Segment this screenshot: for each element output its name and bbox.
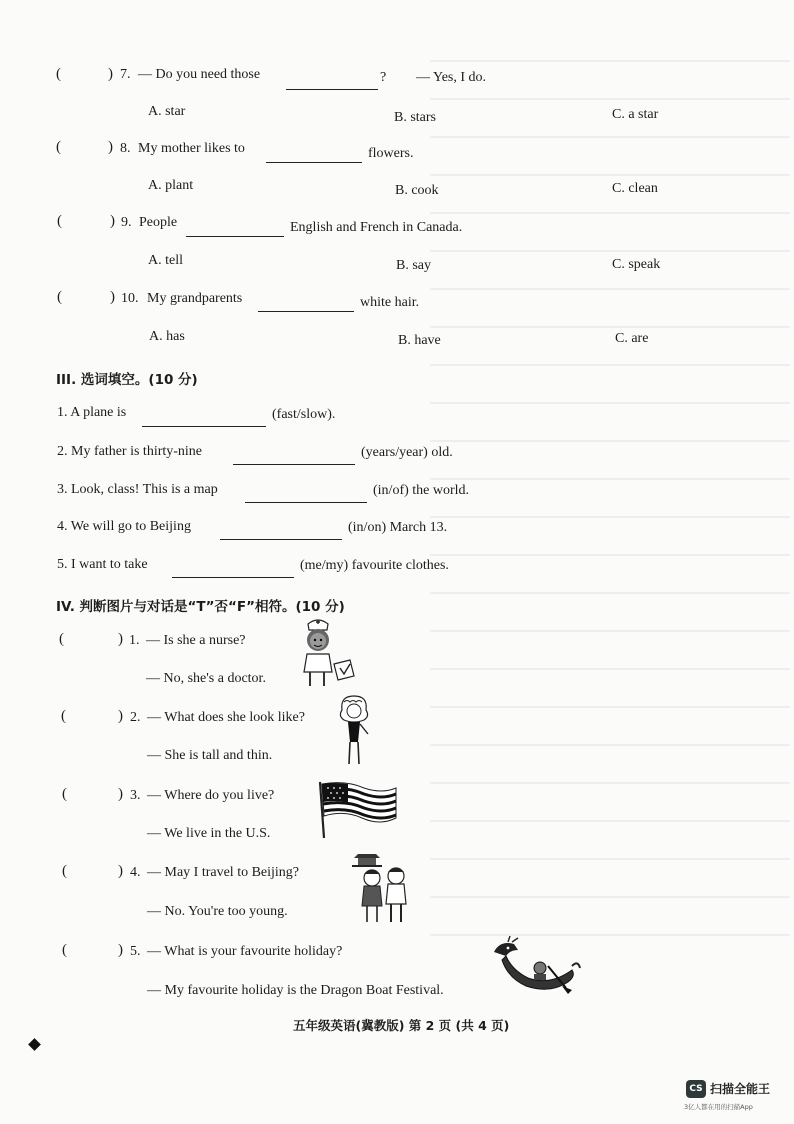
- question-number: 3.: [130, 788, 141, 803]
- section-heading: IV. 判断图片与对话是“T”否“F”相符。(10 分): [56, 599, 345, 615]
- question-answer: — Yes, I do.: [416, 70, 487, 85]
- bleed-through-shadow: [430, 60, 790, 960]
- answer-blank[interactable]: [245, 488, 367, 503]
- answer-paren-open: (: [59, 631, 64, 647]
- camscanner-tagline: 3亿人都在用的扫描App: [684, 1103, 753, 1111]
- answer-paren-open: (: [62, 786, 67, 802]
- fill-item-text: 4. We will go to Beijing: [57, 519, 191, 534]
- fill-item-choices: (in/on) March 13.: [348, 520, 448, 535]
- question-number: 10.: [121, 291, 139, 306]
- option-c: C. a star: [612, 107, 659, 122]
- fill-item-text: 2. My father is thirty-nine: [57, 444, 203, 459]
- dialog-question: — Is she a nurse?: [146, 633, 246, 648]
- answer-blank[interactable]: [186, 222, 284, 237]
- option-c: C. clean: [612, 181, 658, 196]
- dialog-question: — What is your favourite holiday?: [147, 944, 343, 959]
- answer-paren-open: (: [57, 289, 62, 305]
- answer-blank[interactable]: [172, 563, 294, 578]
- answer-paren-open: (: [57, 213, 62, 229]
- camscanner-logo: CS: [686, 1080, 706, 1098]
- diamond-mark: [28, 1038, 41, 1051]
- question-stem: My grandparents: [147, 291, 243, 306]
- option-a: A. plant: [148, 178, 194, 193]
- option-c: C. are: [615, 331, 649, 346]
- dialog-answer: — No, she's a doctor.: [146, 671, 266, 686]
- answer-paren-open: (: [56, 139, 61, 155]
- children-beijing-picture: [350, 850, 416, 926]
- answer-paren-open: (: [61, 708, 66, 724]
- nurse-picture: [294, 616, 358, 688]
- answer-paren-open: (: [62, 863, 67, 879]
- fill-item-text: 3. Look, class! This is a map: [57, 482, 218, 497]
- answer-paren-open: (: [62, 942, 67, 958]
- answer-paren-close: ): [110, 213, 115, 229]
- answer-paren-close: ): [108, 139, 113, 155]
- dialog-question: — May I travel to Beijing?: [147, 865, 300, 880]
- answer-paren-close: ): [118, 631, 123, 647]
- answer-paren-close: ): [118, 786, 123, 802]
- fill-item-choices: (in/of) the world.: [373, 483, 470, 498]
- option-b: B. have: [398, 333, 441, 348]
- answer-paren-close: ): [118, 708, 123, 724]
- option-a: A. tell: [148, 253, 183, 268]
- dialog-answer: — My favourite holiday is the Dragon Boat Festival.: [147, 983, 444, 998]
- answer-paren-close: ): [108, 66, 113, 82]
- answer-paren-close: ): [118, 863, 123, 879]
- dialog-question: — Where do you live?: [147, 788, 275, 803]
- fill-item-choices: (years/year) old.: [361, 445, 453, 460]
- dragon-boat-picture: [488, 936, 584, 998]
- answer-blank[interactable]: [258, 297, 354, 312]
- dialog-answer: — We live in the U.S.: [147, 826, 271, 841]
- option-b: B. stars: [394, 110, 436, 125]
- question-number: 7.: [120, 67, 131, 82]
- fill-item-text: 1. A plane is: [57, 405, 127, 420]
- dialog-question: — What does she look like?: [147, 710, 305, 725]
- question-stem: English and French in Canada.: [290, 220, 463, 235]
- option-a: A. has: [149, 329, 185, 344]
- question-stem: My mother likes to: [138, 141, 245, 156]
- question-stem: flowers.: [368, 146, 414, 161]
- question-number: 8.: [120, 141, 131, 156]
- answer-blank[interactable]: [220, 525, 342, 540]
- question-number: 5.: [130, 944, 141, 959]
- option-b: B. cook: [395, 183, 439, 198]
- question-number: 4.: [130, 865, 141, 880]
- answer-blank[interactable]: [142, 412, 266, 427]
- question-stem: — Do you need those: [138, 67, 261, 82]
- question-stem: People: [139, 215, 178, 230]
- answer-paren-open: (: [56, 66, 61, 82]
- fill-item-choices: (me/my) favourite clothes.: [300, 558, 449, 573]
- question-number: 9.: [121, 215, 132, 230]
- answer-paren-close: ): [118, 942, 123, 958]
- dialog-answer: — No. You're too young.: [147, 904, 288, 919]
- question-number: 2.: [130, 710, 141, 725]
- answer-blank[interactable]: [286, 75, 378, 90]
- answer-paren-close: ): [110, 289, 115, 305]
- section-heading: III. 选词填空。(10 分): [56, 372, 198, 388]
- question-stem: ?: [380, 70, 387, 85]
- fill-item-choices: (fast/slow).: [272, 407, 336, 422]
- answer-blank[interactable]: [266, 148, 362, 163]
- us-flag-picture: [316, 780, 400, 840]
- option-c: C. speak: [612, 257, 661, 272]
- answer-blank[interactable]: [233, 450, 355, 465]
- option-a: A. star: [148, 104, 186, 119]
- page-footer: 五年级英语(冀教版) 第 2 页 (共 4 页): [293, 1018, 510, 1033]
- dialog-answer: — She is tall and thin.: [147, 748, 273, 763]
- girl-picture: [332, 694, 376, 766]
- camscanner-name: 扫描全能王: [710, 1082, 771, 1096]
- question-stem: white hair.: [360, 295, 420, 310]
- question-number: 1.: [129, 633, 140, 648]
- fill-item-text: 5. I want to take: [57, 557, 148, 572]
- option-b: B. say: [396, 258, 431, 273]
